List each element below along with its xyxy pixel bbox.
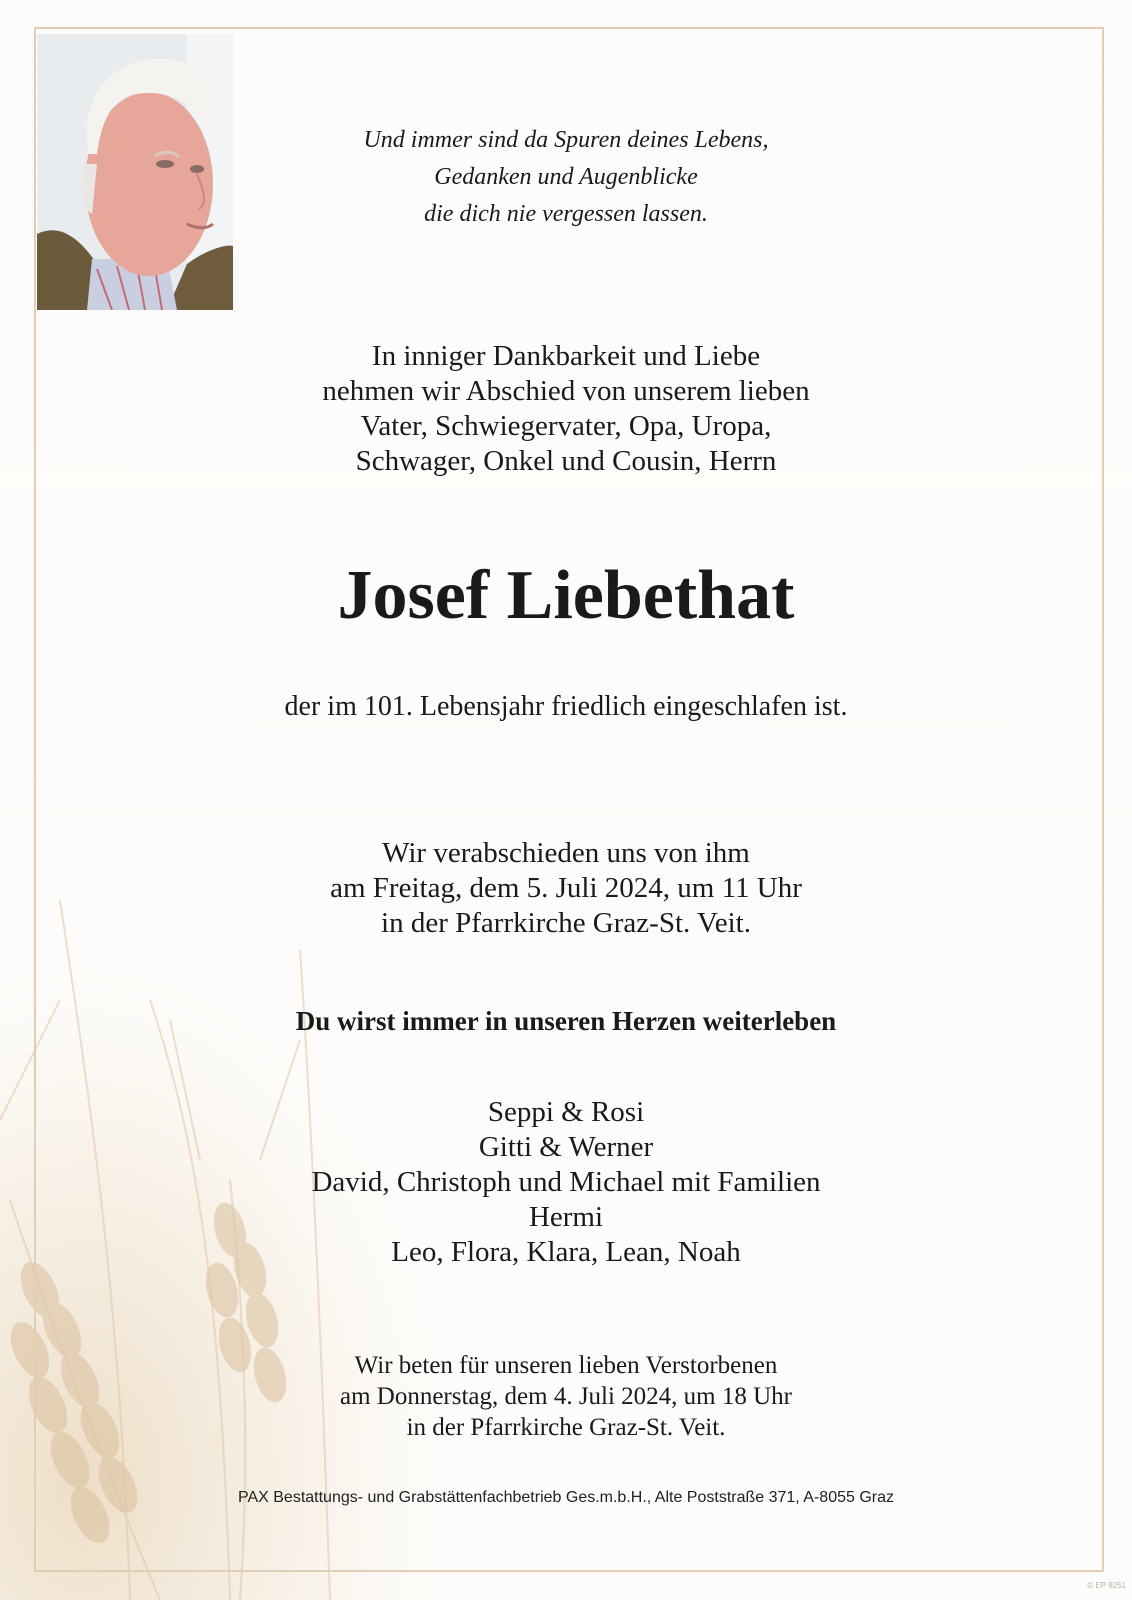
prayer-line: am Donnerstag, dem 4. Juli 2024, um 18 Uhr (339, 1383, 793, 1410)
intro-line: In inniger Dankbarkeit und Liebe (371, 340, 761, 372)
mourners-list (0, 1095, 1132, 1270)
mourner-entry: Gitti & Werner (478, 1131, 654, 1163)
prayer-line: Wir beten für unseren lieben Verstorbenen (354, 1352, 778, 1379)
announcement-intro (0, 339, 1132, 479)
prayer-service-info (0, 1350, 1132, 1443)
memorial-motto: Du wirst immer in unseren Herzen weiterleben (295, 1006, 837, 1036)
mourner-entry: David, Christoph und Michael mit Familien (311, 1166, 821, 1198)
intro-line: Schwager, Onkel und Cousin, Herrn (355, 445, 777, 477)
funeral-home-footer: PAX Bestattungs- und Grabstättenfachbetrieb Ges.m.b.H., Alte Poststraße 371, A-8055 Graz (237, 1489, 895, 1506)
mourner-entry: Leo, Flora, Klara, Lean, Noah (391, 1236, 741, 1268)
intro-line: Vater, Schwiegervater, Opa, Uropa, (360, 410, 772, 442)
memorial-quote (0, 122, 1132, 233)
quote-line: die dich nie vergessen lassen. (424, 201, 708, 227)
mourner-entry: Seppi & Rosi (487, 1096, 645, 1128)
quote-line: Und immer sind da Spuren deines Lebens, (363, 127, 769, 153)
farewell-line: Wir verabschieden uns von ihm (382, 837, 750, 869)
template-code: © EP 9251 (1087, 1581, 1126, 1590)
age-line: der im 101. Lebensjahr friedlich eingeschlafen ist. (284, 691, 848, 722)
deceased-name: Josef Liebethat (337, 557, 795, 634)
farewell-line: in der Pfarrkirche Graz-St. Veit. (381, 907, 751, 939)
farewell-line: am Freitag, dem 5. Juli 2024, um 11 Uhr (330, 872, 802, 904)
quote-line: Gedanken und Augenblicke (434, 164, 698, 190)
mourner-entry: Hermi (528, 1201, 604, 1233)
funeral-service-info (0, 836, 1132, 941)
prayer-line: in der Pfarrkirche Graz-St. Veit. (406, 1414, 726, 1441)
intro-line: nehmen wir Abschied von unserem lieben (322, 375, 810, 407)
